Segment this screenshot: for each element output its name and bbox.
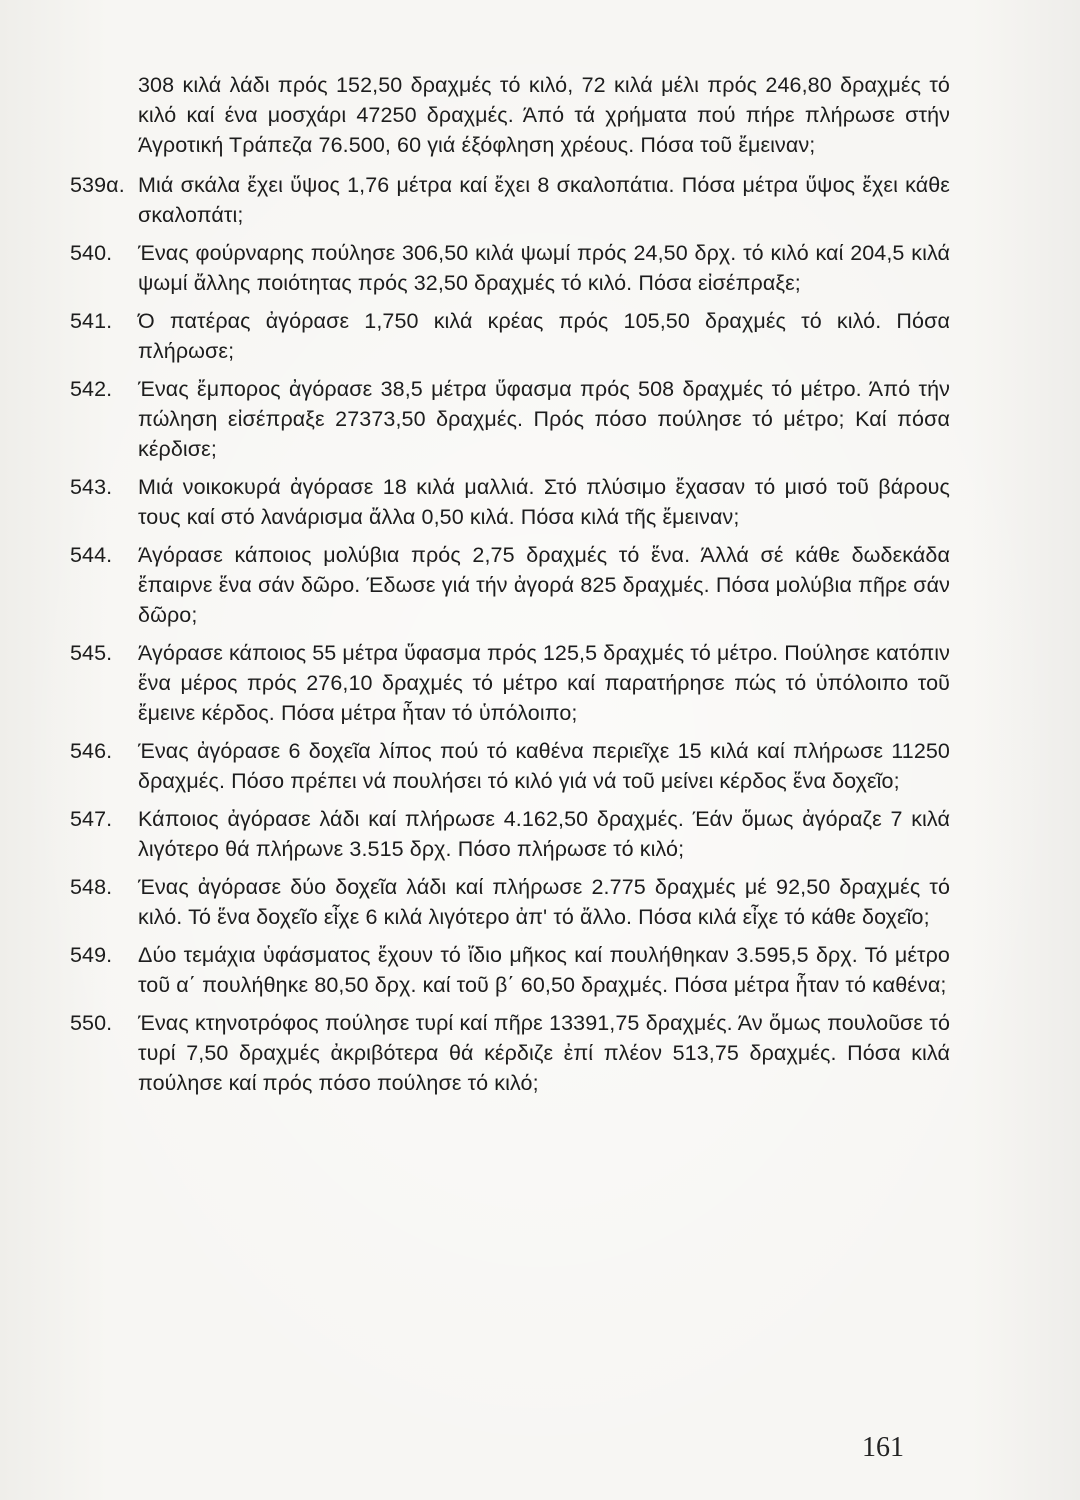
- problem-number: 543.: [70, 475, 113, 499]
- problem-540: [70, 238, 950, 298]
- problem-number: 541.: [70, 309, 113, 333]
- problem-number: 548.: [70, 875, 113, 899]
- problem-text: 308 κιλά λάδι πρός 152,50 δραχμές τό κιλό, 72 κιλά μέλι πρός 246,80 δραχμές τό κιλό καί ένα μοσχάρι 47250 δραχμές. Άπό τά χρήματα πού πήρε πλήρωσε στήν Άγροτική Τράπεζα 76.500, 60 γιά έξόφληση χρέους. Πόσα τοῦ ἔμειναν;: [138, 73, 950, 157]
- problem-548: [70, 872, 950, 932]
- problem-text: Ό πατέρας ἀγόρασε 1,750 κιλά κρέας πρός 105,50 δραχμές τό κιλό. Πόσα πλήρωσε;: [138, 309, 950, 363]
- problem-538-continued: [70, 70, 950, 160]
- problem-number: 540.: [70, 241, 113, 265]
- problem-number: 544.: [70, 543, 113, 567]
- problem-550: [70, 1008, 950, 1098]
- problem-number: 549.: [70, 943, 113, 967]
- problem-list: [70, 70, 950, 1106]
- problem-number: 550.: [70, 1011, 113, 1035]
- problem-546: [70, 736, 950, 796]
- problem-539a: [70, 170, 950, 230]
- problem-544: [70, 540, 950, 630]
- problem-543: [70, 472, 950, 532]
- problem-547: [70, 804, 950, 864]
- problem-text: Μιά νοικοκυρά ἀγόρασε 18 κιλά μαλλιά. Στό πλύσιμο ἔχασαν τό μισό τοῦ βάρους τους καί στό λανάρισμα ἄλλα 0,50 κιλά. Πόσα κιλά τῆς ἔμειναν;: [138, 475, 950, 529]
- problem-text: Άγόρασε κάποιος 55 μέτρα ὕφασμα πρός 125,5 δραχμές τό μέτρο. Πούλησε κατόπιν ἕνα μέρος πρός 276,10 δραχμές τό μέτρο καί παρατήρησε πώς τό ὑπόλοιπο τοῦ ἔμεινε κέρδος. Πόσα μέτρα ἦταν τό ὑπόλοιπο;: [138, 641, 950, 725]
- problem-text: Κάποιος ἀγόρασε λάδι καί πλήρωσε 4.162,50 δραχμές. Έάν ὅμως ἀγόραζε 7 κιλά λιγότερο θά πλήρωνε 3.515 δρχ. Πόσο πλήρωσε τό κιλό;: [138, 807, 950, 861]
- problem-549: [70, 940, 950, 1000]
- problem-text: Ένας κτηνοτρόφος πούλησε τυρί καί πῆρε 13391,75 δραχμές. Άν ὅμως πουλοῦσε τό τυρί 7,50 δραχμές ἀκριβότερα θά κέρδιζε ἐπί πλέον 513,75 δραχμές. Πόσα κιλά πούλησε καί πρός πόσο πούλησε τό κιλό;: [138, 1011, 950, 1095]
- problem-number: 545.: [70, 641, 113, 665]
- problem-542: [70, 374, 950, 464]
- problem-text: Μιά σκάλα ἔχει ὕψος 1,76 μέτρα καί ἔχει 8 σκαλοπάτια. Πόσα μέτρα ὕψος ἔχει κάθε σκαλοπάτι;: [138, 173, 950, 227]
- problem-number: 547.: [70, 807, 113, 831]
- problem-text: Ένας ἔμπορος ἀγόρασε 38,5 μέτρα ὕφασμα πρός 508 δραχμές τό μέτρο. Άπό τήν πώληση εἰσέπραξε 27373,50 δραχμές. Πρός πόσο πούλησε τό μέτρο; Καί πόσα κέρδισε;: [138, 377, 950, 461]
- problem-number: 539α.: [70, 173, 125, 197]
- problem-text: Δύο τεμάχια ὑφάσματος ἔχουν τό ἴδιο μῆκος καί πουλήθηκαν 3.595,5 δρχ. Τό μέτρο τοῦ α΄ πουλήθηκε 80,50 δρχ. καί τοῦ β΄ 60,50 δραχμές. Πόσα μέτρα ἦταν τό καθένα;: [138, 943, 950, 997]
- problem-text: Άγόρασε κάποιος μολύβια πρός 2,75 δραχμές τό ἕνα. Άλλά σέ κάθε δωδεκάδα ἔπαιρνε ἕνα σάν δῶρο. Έδωσε γιά τήν ἀγορά 825 δραχμές. Πόσα μολύβια πῆρε σάν δῶρο;: [138, 543, 950, 627]
- problem-text: Ένας ἀγόρασε δύο δοχεῖα λάδι καί πλήρωσε 2.775 δραχμές μέ 92,50 δραχμές τό κιλό. Τό ἕνα δοχεῖο εἶχε 6 κιλά λιγότερο ἀπ' τό ἄλλο. Πόσα κιλά εἶχε τό κάθε δοχεῖο;: [138, 875, 950, 929]
- problem-text: Ένας φούρναρης πούλησε 306,50 κιλά ψωμί πρός 24,50 δρχ. τό κιλό καί 204,5 κιλά ψωμί ἄλλης ποιότητας πρός 32,50 δραχμές τό κιλό. Πόσα εἰσέπραξε;: [138, 241, 950, 295]
- problem-text: Ένας ἀγόρασε 6 δοχεῖα λίπος πού τό καθένα περιεῖχε 15 κιλά καί πλήρωσε 11250 δραχμές. Πόσο πρέπει νά πουλήσει τό κιλό γιά νά τοῦ μείνει κέρδος ἕνα δοχεῖο;: [138, 739, 950, 793]
- problem-number: 546.: [70, 739, 113, 763]
- problem-545: [70, 638, 950, 728]
- problem-541: [70, 306, 950, 366]
- page-number: 161: [862, 1432, 904, 1463]
- problem-number: 542.: [70, 377, 113, 401]
